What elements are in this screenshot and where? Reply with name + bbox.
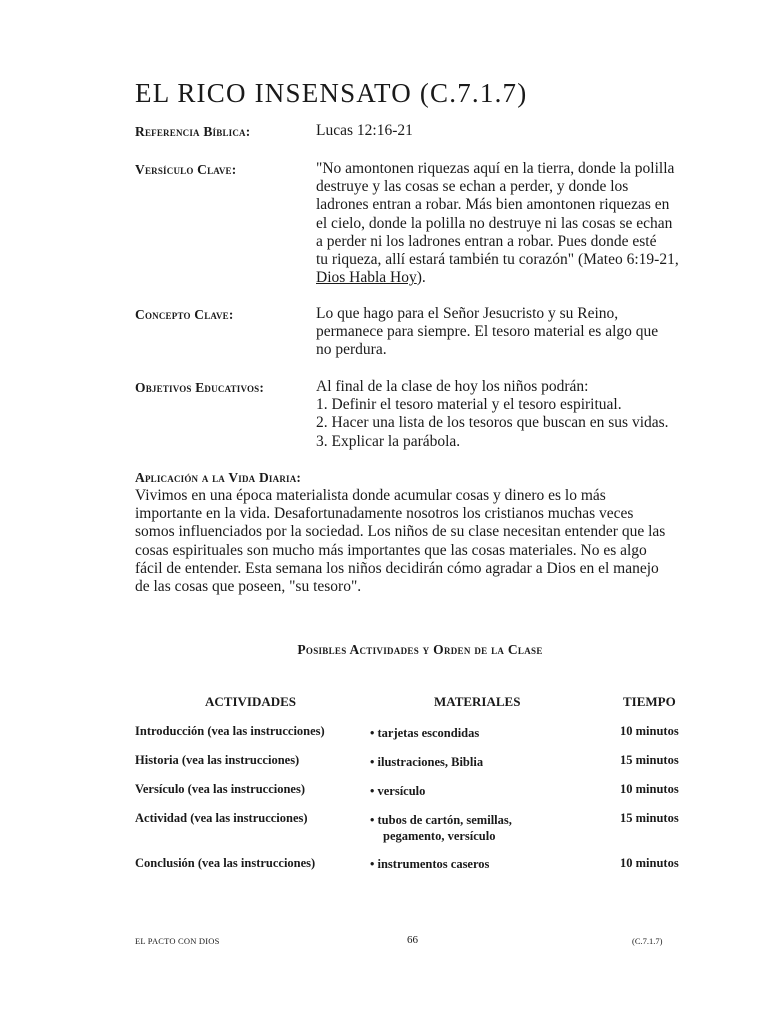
materials-cell (370, 856, 570, 872)
text-line: • ilustraciones, Biblia (370, 755, 484, 769)
time-cell: 10 minutos (620, 856, 679, 870)
text-line (316, 269, 711, 287)
text-line: tu riqueza, allí estará también tu corazón" (Mateo 6:19-21, (316, 251, 679, 269)
time-cell: 15 minutos (620, 811, 679, 825)
activity-cell: Actividad (vea las instrucciones) (135, 811, 308, 825)
materials-cell (370, 812, 570, 844)
text-line: 2. Hacer una lista de los tesoros que buscan en sus vidas. (316, 414, 669, 432)
text-line: "No amontonen riquezas aquí en la tierra, donde la polilla (316, 160, 675, 177)
materials-cell (370, 725, 570, 741)
column-header-materials: MATERIALES (434, 694, 521, 709)
text-line: importante en la vida. Desafortunadamente nosotros los cristianos muchas veces (135, 505, 634, 523)
text-line: somos influenciados por la sociedad. Los niños de su clase necesitan entender que las (135, 523, 666, 541)
text-line: no perdura. (316, 341, 387, 359)
text-line: • instrumentos caseros (370, 857, 490, 871)
text-suffix: ). (416, 269, 426, 287)
text-line: ladrones entran a robar. Más bien amontonen riquezas en (316, 196, 670, 214)
text-line: • tubos de cartón, semillas, (370, 813, 512, 827)
field-label-objetivos: Objetivos Educativos: (135, 380, 265, 395)
text-line: 3. Explicar la parábola. (316, 432, 461, 450)
text-line: • versículo (370, 784, 426, 798)
field-label-referencia: Referencia Bíblica: (135, 124, 251, 139)
text-line: destruye y las cosas se echan a perder, y donde los (316, 178, 629, 196)
field-label-concepto: Concepto Clave: (135, 307, 234, 322)
text-line: fácil de entender. Esta semana los niños decidirán cómo agradar a Dios en el manejo (135, 559, 659, 577)
activity-cell: Introducción (vea las instrucciones) (135, 724, 325, 738)
field-value-versiculo (316, 160, 711, 287)
text-line: • tarjetas escondidas (370, 726, 480, 740)
application-heading: Aplicación a la Vida Diaria: (135, 470, 302, 485)
column-header-time: TIEMPO (623, 694, 676, 709)
time-cell: 10 minutos (620, 782, 679, 796)
activity-cell: Conclusión (vea las instrucciones) (135, 856, 316, 870)
materials-cell (370, 783, 570, 799)
time-cell: 10 minutos (620, 724, 679, 738)
text-line: 1. Definir el tesoro material y el tesoro espiritual. (316, 396, 622, 414)
page-number: 66 (407, 934, 418, 946)
text-line: pegamento, versículo (383, 829, 496, 843)
materials-cell (370, 754, 570, 770)
field-value-referencia (316, 122, 711, 140)
text-line: Lo que hago para el Señor Jesucristo y su Reino, (316, 305, 619, 322)
field-value-concepto (316, 305, 711, 360)
footer-book-title: EL PACTO CON DIOS (135, 936, 220, 946)
application-body (135, 487, 715, 596)
text-line: de las cosas que poseen, "su tesoro". (135, 578, 362, 596)
field-label-versiculo: Versículo Clave: (135, 162, 237, 177)
field-value-objetivos (316, 378, 711, 451)
text-line: a perder ni los ladrones entran a robar. Pues donde esté (316, 232, 657, 250)
text-line: permanece para siempre. El tesoro material es algo que (316, 323, 659, 341)
activities-heading: Posibles Actividades y Orden de la Clase (297, 642, 543, 657)
footer-lesson-code: (C.7.1.7) (632, 936, 663, 946)
text-line: Lucas 12:16-21 (316, 122, 413, 139)
text-line: Vivimos en una época materialista donde acumular cosas y dinero es lo más (135, 487, 606, 504)
page-title: EL RICO INSENSATO (C.7.1.7) (135, 78, 528, 108)
text-line: cosas espirituales son mucho más importantes que las cosas materiales. No es algo (135, 541, 647, 559)
activity-cell: Versículo (vea las instrucciones) (135, 782, 306, 796)
bible-version-link[interactable]: Dios Habla Hoy (316, 269, 417, 287)
text-line: el cielo, donde la polilla no destruye ni las cosas se echan (316, 214, 673, 232)
text-line: Al final de la clase de hoy los niños podrán: (316, 378, 589, 395)
column-header-activities: ACTIVIDADES (205, 694, 297, 709)
activity-cell: Historia (vea las instrucciones) (135, 753, 300, 767)
time-cell: 15 minutos (620, 753, 679, 767)
